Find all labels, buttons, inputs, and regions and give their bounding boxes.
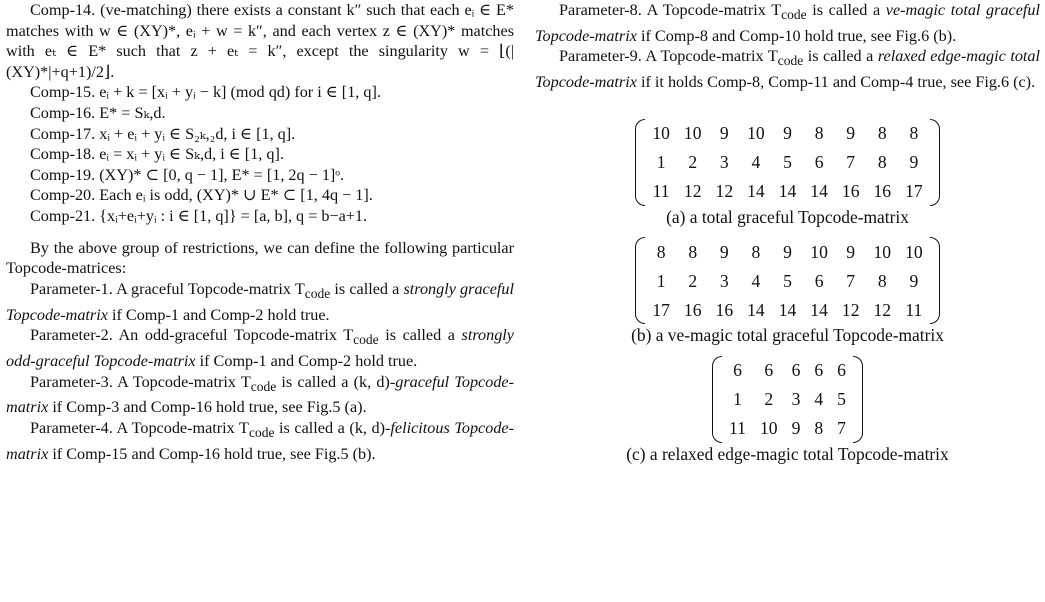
matrix-row — [645, 295, 929, 324]
matrix-cell: 9 — [846, 241, 856, 262]
right-column — [535, 0, 1040, 465]
matrix-cell: 12 — [873, 299, 892, 320]
comp-14-line-4: z + eₜ = k″, except the singularity w = ⌊(|(XY)*|+q+1)/2⌋. — [6, 42, 515, 81]
matrix-cell: 17 — [652, 299, 670, 320]
matrix-cell: 9 — [909, 270, 919, 291]
matrix-table — [645, 119, 929, 206]
matrix-cell: 16 — [873, 181, 892, 202]
matrix-cell: 9 — [783, 241, 792, 262]
matrix-row — [722, 385, 853, 414]
matrix-cell: 8 — [751, 241, 761, 262]
comp-item: Comp-20. Each eᵢ is odd, (XY)* ∪ E* ⊂ [1, 4q − 1]. — [30, 186, 373, 205]
left-bracket — [635, 237, 645, 324]
matrix-cell: 11 — [905, 299, 923, 320]
matrix-cell: 1 — [733, 389, 742, 410]
parameter-3-paragraph: Parameter-3. A Topcode-matrix $T_{code}$ is called a (k, d)-graceful Topcode-matrix if Comp-3 and Comp-16 hold true, see Fig.5 (a). — [6, 372, 515, 417]
right-bracket — [930, 237, 940, 324]
parameter-2-paragraph: Parameter-2. An odd-graceful Topcode-matrix $T_{code}$ is called a strongly odd-graceful Topcode-matrix if Comp-1 and Comp-2 hold true. — [6, 326, 514, 370]
matrix-cell: 10 — [759, 418, 778, 439]
parameter-1-paragraph: Parameter-1. A graceful Topcode-matrix $T_{code}$ is called a strongly graceful Topcode-matrix if Comp-1 and Comp-2 hold true. — [6, 279, 514, 324]
comp-item: Comp-17. xᵢ + eᵢ + yᵢ ∈ S₂ₖ,₂d, i ∈ [1, q]. — [30, 124, 296, 143]
matrix-cell: 12 — [715, 181, 734, 202]
comp-14-paragraph — [6, 0, 514, 82]
matrix-table — [722, 356, 853, 443]
matrix-cell: 10 — [905, 241, 923, 262]
matrix-row — [722, 356, 853, 385]
matrix-cell: 5 — [783, 152, 792, 173]
matrix-row — [645, 266, 929, 295]
matrix-cell: 7 — [837, 418, 846, 439]
matrix-cell: 3 — [719, 270, 729, 291]
matrix-cell: 9 — [846, 123, 856, 144]
matrix-cell: 14 — [810, 181, 828, 202]
intro-paragraph: By the above group of restrictions, we can define the following particular Topcode-matrices: — [6, 238, 514, 278]
matrix-cell: 5 — [783, 270, 792, 291]
matrix-figure — [535, 356, 1040, 465]
matrix-row — [645, 119, 929, 148]
matrix-cell: 8 — [814, 123, 824, 144]
matrix-cell: 7 — [846, 270, 856, 291]
matrix-cell: 14 — [810, 299, 828, 320]
left-bracket — [635, 119, 645, 206]
right-bracket — [930, 119, 940, 206]
comp-14-label: Comp-14. — [30, 1, 96, 19]
matrix — [635, 237, 939, 324]
matrix — [712, 356, 863, 443]
matrix-cell: 6 — [814, 360, 824, 381]
matrix-cell: 8 — [877, 270, 887, 291]
matrix-cell: 1 — [656, 270, 666, 291]
matrix-cell: 14 — [747, 181, 765, 202]
matrix-cell: 10 — [873, 241, 892, 262]
matrix-cell: 6 — [814, 152, 824, 173]
matrix-cell: 6 — [764, 360, 774, 381]
comp-14-line-1: (ve-matching) there exists a constant k″ such — [100, 1, 396, 19]
matrix-row — [722, 414, 853, 443]
comp-item: Comp-15. eᵢ + k = [xᵢ + yᵢ − k] (mod qd) for i ∈ [1, q]. — [30, 83, 381, 102]
comp-item: Comp-18. eᵢ = xᵢ + yᵢ ∈ Sₖ,d, i ∈ [1, q]. — [30, 145, 284, 164]
matrix-cell: 2 — [688, 270, 698, 291]
matrix-cell: 6 — [791, 360, 801, 381]
comp-14-line-2: that each eᵢ ∈ E* matches with w ∈ (XY)*, eᵢ + w = k″, — [6, 1, 515, 40]
matrix-cell: 4 — [751, 152, 761, 173]
matrix-cell: 8 — [877, 123, 887, 144]
matrix-caption: (a) a total graceful Topcode-matrix — [666, 206, 909, 227]
parameter-8-paragraph: Parameter-8. A Topcode-matrix $T_{code}$ is called a ve-magic total graceful Topcode-matrix if Comp-8 and Comp-10 hold true, see Fig.6 (b). — [535, 1, 1040, 45]
comp-item: Comp-21. {xᵢ+eᵢ+yᵢ : i ∈ [1, q]} = [a, b], q = b−a+1. — [30, 206, 368, 225]
figure-matrices — [535, 119, 1040, 465]
matrix-cell: 10 — [683, 123, 702, 144]
matrix-cell: 14 — [778, 181, 797, 202]
parameter-4-paragraph: Parameter-4. A Topcode-matrix $T_{code}$ is called a (k, d)-felicitous Topcode-matrix if Comp-15 and Comp-16 hold true, see Fig.5 (b). — [6, 418, 515, 463]
matrix-cell: 8 — [814, 418, 824, 439]
left-column — [6, 0, 514, 464]
matrix-cell: 16 — [841, 181, 860, 202]
matrix-cell: 1 — [656, 152, 666, 173]
matrix-cell: 9 — [791, 418, 801, 439]
matrix-cell: 3 — [791, 389, 801, 410]
matrix-cell: 16 — [683, 299, 702, 320]
parameter-9-paragraph: Parameter-9. A Topcode-matrix $T_{code}$ is called a relaxed edge-magic total Topcode-matrix if it holds Comp-8, Comp-11 and Comp-4 true, see Fig.6 (c). — [535, 47, 1041, 92]
comp-item: Comp-19. (XY)* ⊂ [0, q − 1], E* = [1, 2q − 1]ᵒ. — [30, 165, 345, 184]
matrix-cell: 4 — [751, 270, 761, 291]
matrix-cell: 8 — [909, 123, 919, 144]
matrix — [635, 119, 939, 206]
matrix-caption: (c) a relaxed edge-magic total Topcode-matrix — [626, 444, 949, 465]
matrix-cell: 10 — [747, 123, 765, 144]
matrix-cell: 6 — [733, 360, 742, 381]
matrix-cell: 2 — [688, 152, 698, 173]
matrix-cell: 7 — [846, 152, 856, 173]
matrix-cell: 6 — [814, 270, 824, 291]
matrix-table — [645, 237, 929, 324]
matrix-row — [645, 237, 929, 266]
matrix-cell: 9 — [783, 123, 792, 144]
matrix-figure — [535, 119, 1040, 228]
matrix-cell: 2 — [764, 389, 774, 410]
matrix-cell: 10 — [810, 241, 828, 262]
matrix-cell: 8 — [688, 241, 698, 262]
matrix-cell: 4 — [814, 389, 824, 410]
comp-item: Comp-16. E* = Sₖ,d. — [30, 103, 166, 122]
matrix-cell: 17 — [905, 181, 923, 202]
matrix-cell: 9 — [719, 241, 729, 262]
left-bracket — [712, 356, 722, 443]
matrix-figure — [535, 237, 1040, 346]
comp-14-line-3: and each vertex z ∈ (XY)* matches with eₜ ∈ E* such that — [6, 21, 514, 61]
matrix-cell: 16 — [715, 299, 734, 320]
matrix-cell: 14 — [747, 299, 765, 320]
matrix-cell: 6 — [837, 360, 846, 381]
right-bracket — [853, 356, 863, 443]
matrix-cell: 9 — [909, 152, 919, 173]
comp-list — [6, 82, 514, 226]
matrix-cell: 8 — [656, 241, 666, 262]
matrix-cell: 9 — [719, 123, 729, 144]
matrix-cell: 12 — [683, 181, 702, 202]
matrix-row — [645, 148, 929, 177]
matrix-cell: 10 — [652, 123, 670, 144]
matrix-caption: (b) a ve-magic total graceful Topcode-matrix — [631, 325, 944, 346]
matrix-cell: 8 — [877, 152, 887, 173]
matrix-cell: 11 — [652, 181, 670, 202]
matrix-cell: 12 — [841, 299, 860, 320]
matrix-cell: 14 — [778, 299, 797, 320]
matrix-row — [645, 177, 929, 206]
matrix-cell: 11 — [729, 418, 746, 439]
matrix-cell: 5 — [837, 389, 846, 410]
matrix-cell: 3 — [719, 152, 729, 173]
